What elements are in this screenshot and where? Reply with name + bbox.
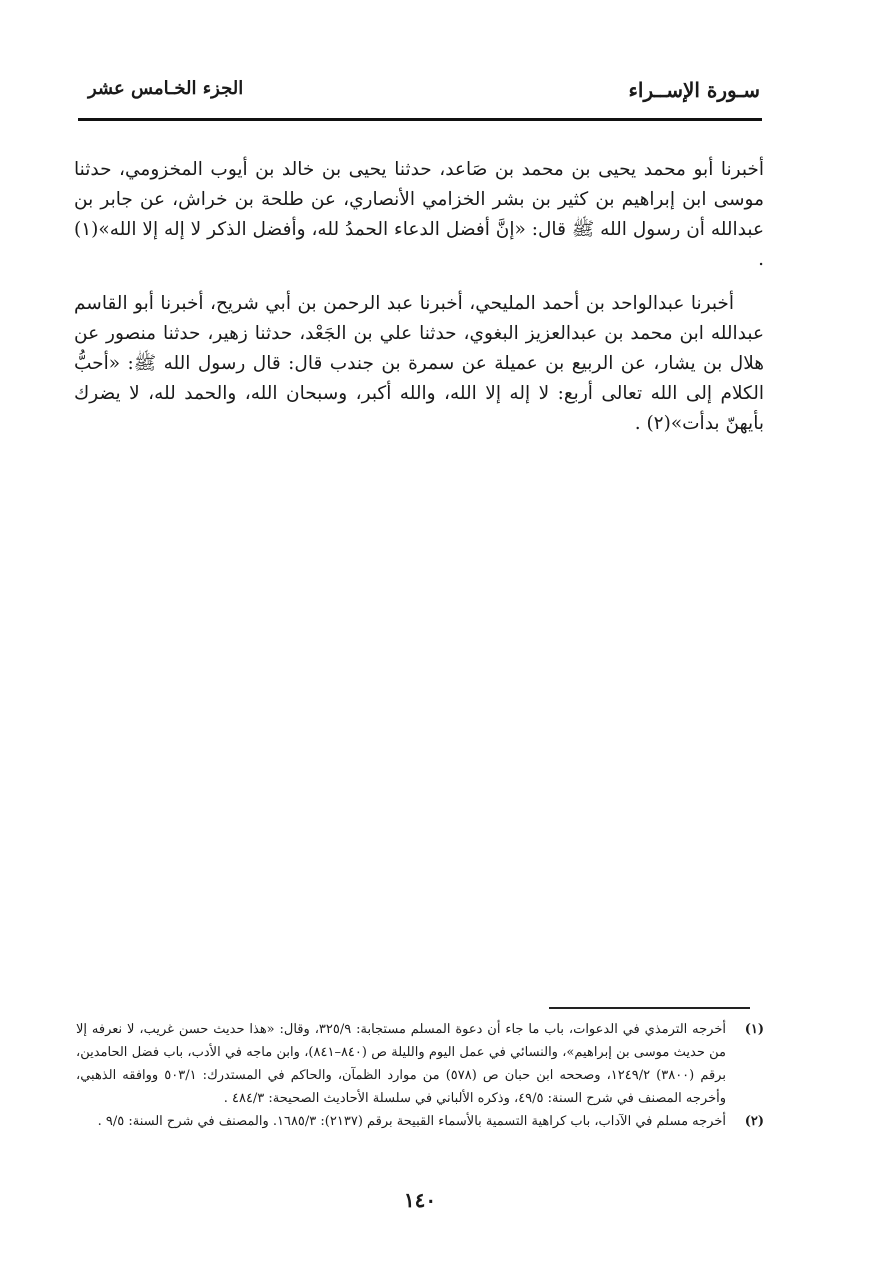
footnote <box>76 1110 764 1133</box>
footnote-number: (١) <box>744 1022 764 1037</box>
footnote-text: أخرجه الترمذي في الدعوات، باب ما جاء أن دعوة المسلم مستجابة: ٣٢٥/٩، وقال: «هذا حديث حسن غريب، لا نعرفه إلا من حديث موسى بن إبراهيم»، والنسائي في عمل اليوم والليلة ص (٨٤٠–٨٤١)، وابن ماجه في الأدب، باب فضل الحامدين، برقم (٣٨٠٠) ١٢٤٩/٢، وصححه ابن حبان ص (٥٧٨) من موارد الظمآن، والحاكم في المستدرك: ٥٠٣/١ ووافقه الذهبي، وأخرجه المصنف في شرح السنة: ٤٩/٥، وذكره الألباني في سلسلة الأحاديث الصحيحة: ٤٨٤/٣ . <box>76 1022 726 1106</box>
surah-title: سـورة الإســراء <box>628 78 760 102</box>
page-number: ١٤٠ <box>403 1188 437 1212</box>
footnote <box>76 1018 764 1110</box>
header-divider <box>78 118 762 121</box>
footnotes <box>76 1018 764 1133</box>
paragraph: أخبرنا أبو محمد يحيى بن محمد بن صَاعد، حدثنا يحيى بن خالد بن أيوب المخزومي، حدثنا موسى ابن إبراهيم بن كثير بن بشر الخزامي الأنصاري، عن طلحة بن خراش، عن جابر بن عبدالله أن رسول الله ﷺ قال: «إنَّ أفضل الدعاء الحمدُ لله، وأفضل الذكر لا إله إلا الله»(١) . <box>74 159 764 270</box>
main-text <box>74 155 764 453</box>
footnote-number: (٢) <box>744 1114 764 1129</box>
footnote-divider <box>549 1007 750 1009</box>
page-header <box>78 78 760 108</box>
footnote-text: أخرجه مسلم في الآداب، باب كراهية التسمية بالأسماء القبيحة برقم (٢١٣٧): ١٦٨٥/٣. والمصنف في شرح السنة: ٩/٥ . <box>97 1114 726 1129</box>
paragraph: أخبرنا عبدالواحد بن أحمد المليحي، أخبرنا عبد الرحمن بن أبي شريح، أخبرنا أبو القاسم عبدالله ابن محمد بن عبدالعزيز البغوي، حدثنا علي بن الجَعْد، حدثنا زهير، حدثنا منصور عن هلال بن يشار، عن الربيع بن عميلة عن سمرة بن جندب قال: قال رسول الله ﷺ: «أحبُّ الكلام إلى الله تعالى أربع: لا إله إلا الله، والله أكبر، وسبحان الله، والحمد لله، لا يضرك بأيهنّ بدأت»(٢) . <box>74 293 764 434</box>
part-title: الجزء الخـامس عشر <box>88 78 244 99</box>
